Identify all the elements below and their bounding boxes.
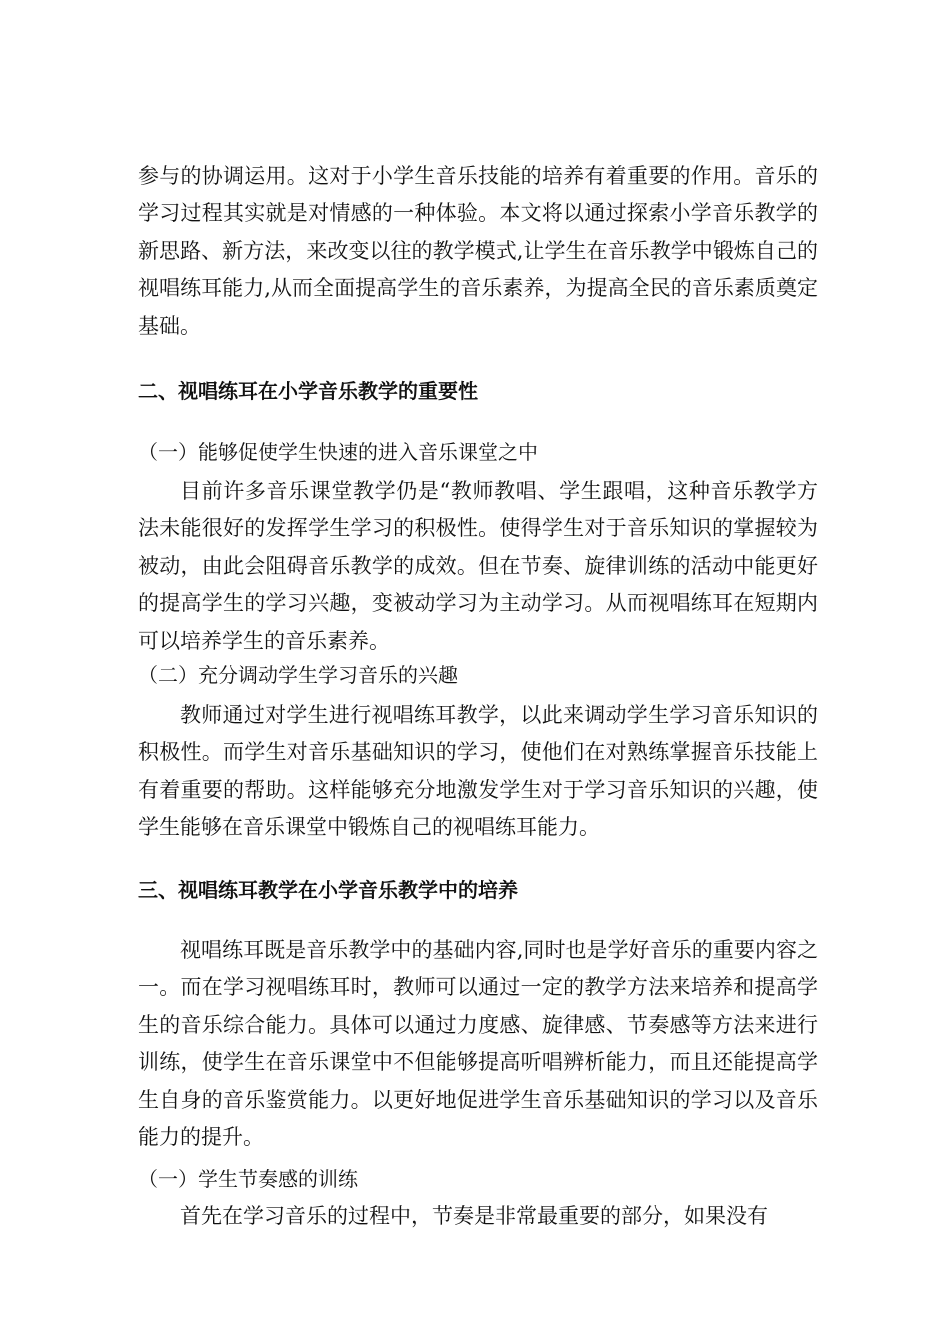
subsection-heading-3-1: （一）学生节奏感的训练 — [138, 1167, 358, 1191]
paragraph-3: 视唱练耳既是音乐教学中的基础内容,同时也是学好音乐的重要内容之一。而在学习视唱练耳时，教师可以通过一定的教学方法来培养和提高学生的音乐综合能力。具体可以通过力度感、旋律感、节奏感等方法来进行训练，使学生在音乐课堂中不但能够提高听唱辨析能力，而且还能提高学生自身的音乐鉴赏能力。以更好地促进学生音乐基础知识的学习以及音乐能力的提升。 — [138, 938, 818, 1150]
subsection-heading-2-2: （二）充分调动学生学习音乐的兴趣 — [138, 663, 458, 687]
subsection-heading-2-1: （一）能够促使学生快速的进入音乐课堂之中 — [138, 440, 538, 464]
paragraph-3-1: 首先在学习音乐的过程中，节奏是非常最重要的部分，如果没有 — [180, 1204, 768, 1228]
paragraph-2-2: 教师通过对学生进行视唱练耳教学，以此来调动学生学习音乐知识的积极性。而学生对音乐基础知识的学习，使他们在对熟练掌握音乐技能上有着重要的帮助。这样能够充分地激发学生对于学习音乐知识的兴趣，使学生能够在音乐课堂中锻炼自己的视唱练耳能力。 — [138, 703, 818, 840]
paragraph-2-1: 目前许多音乐课堂教学仍是“教师教唱、学生跟唱，这种音乐教学方法未能很好的发挥学生学习的积极性。使得学生对于音乐知识的掌握较为被动，由此会阻碍音乐教学的成效。但在节奏、旋律训练的活动中能更好的提高学生的学习兴趣，变被动学习为主动学习。从而视唱练耳在短期内可以培养学生的音乐素养。 — [138, 479, 818, 653]
section-heading-2: 二、视唱练耳在小学音乐教学的重要性 — [138, 379, 478, 403]
paragraph-intro-continuation: 参与的协调运用。这对于小学生音乐技能的培养有着重要的作用。音乐的学习过程其实就是对情感的一种体验。本文将以通过探索小学音乐教学的新思路、新方法，来改变以往的教学模式,让学生在音乐教学中锻炼自己的视唱练耳能力,从而全面提高学生的音乐素养，为提高全民的音乐素质奠定基础。 — [138, 164, 818, 338]
section-heading-3: 三、视唱练耳教学在小学音乐教学中的培养 — [138, 878, 518, 902]
